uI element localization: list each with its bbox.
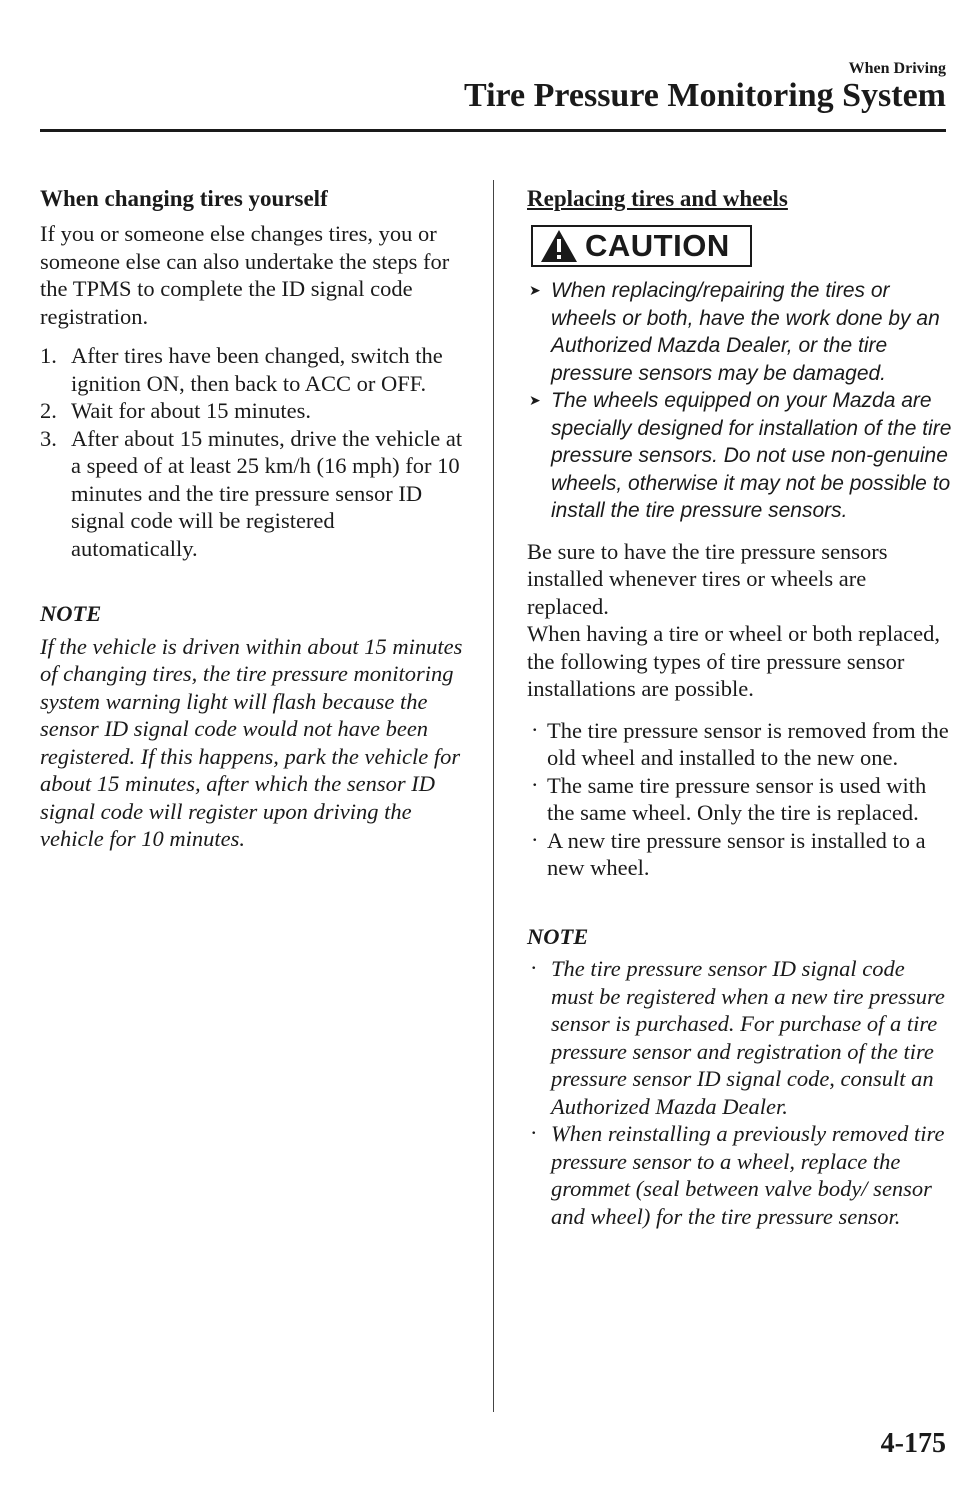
right-heading: Replacing tires and wheels [527, 186, 788, 211]
step-item [40, 397, 465, 425]
list-item-text: A new tire pressure sensor is installed to a new wheel. [547, 827, 926, 880]
caution-list [527, 277, 952, 525]
page-number: 4-175 [880, 1428, 946, 1459]
list-item [527, 772, 952, 827]
step-number: 1. [40, 343, 57, 368]
left-intro: If you or someone else changes tires, you or someone else can also undertake the steps for the TPMS to complete the ID signal code registration. [40, 221, 450, 329]
arrow-bullet-icon: ➤ [529, 392, 541, 408]
left-note-label: NOTE [40, 601, 102, 626]
right-column [527, 184, 952, 1230]
step-number: 3. [40, 425, 57, 451]
note-item-text: When reinstalling a previously removed tire pressure sensor to a wheel, replace the grommet (seal between valve body/ sensor and wheel) for the tire pressure sensor. [551, 1121, 945, 1229]
arrow-bullet-icon: ➤ [529, 282, 541, 298]
caution-item [527, 387, 952, 525]
page-title: Tire Pressure Monitoring System [464, 77, 946, 114]
caution-label: CAUTION [585, 228, 730, 264]
installation-types-list [527, 717, 952, 882]
caution-box [531, 225, 752, 267]
right-note-list [527, 955, 952, 1230]
list-item-text: The same tire pressure sensor is used with the same wheel. Only the tire is replaced. [547, 772, 927, 825]
right-paragraph-1: Be sure to have the tire pressure sensors installed whenever tires or wheels are replaced. [527, 538, 888, 619]
bullet-dot-icon: · [531, 771, 539, 797]
left-note-text: If the vehicle is driven within about 15 minutes of changing tires, the tire pressure monitoring system warning light will flash because the sensor ID signal code would not have been registered. If this happens, park the vehicle for about 15 minutes, after which the sensor ID signal code will register upon driving the vehicle for 10 minutes. [40, 633, 463, 851]
list-item [527, 827, 952, 882]
step-text: After tires have been changed, switch the ignition ON, then back to ACC or OFF. [71, 343, 443, 396]
column-divider [493, 180, 494, 1412]
note-item [527, 955, 952, 1120]
bullet-dot-icon: · [530, 955, 538, 980]
step-text: After about 15 minutes, drive the vehicle at a speed of at least 25 km/h (16 mph) for 10 minutes and the tire pressure sensor ID signal code will be registered automatically. [71, 425, 463, 561]
list-item-text: The tire pressure sensor is removed from the old wheel and installed to the new one. [547, 717, 949, 770]
warning-triangle-icon [539, 228, 579, 264]
note-item-text: The tire pressure sensor ID signal code must be registered when a new tire pressure sensor is purchased. For purchase of a tire pressure sensor and registration of the tire pressure sensor ID signal code, consult an Authorized Mazda Dealer. [551, 956, 945, 1119]
right-note-label: NOTE [527, 923, 589, 949]
list-item [527, 717, 952, 772]
header-rule [40, 129, 946, 132]
steps-list [40, 342, 465, 562]
bullet-dot-icon: · [531, 826, 539, 852]
step-text: Wait for about 15 minutes. [71, 398, 312, 423]
bullet-dot-icon: · [531, 716, 539, 742]
step-item [40, 342, 465, 397]
left-column [40, 184, 465, 853]
right-paragraph-2: When having a tire or wheel or both replaced, the following types of tire pressure sensor installations are possible. [527, 621, 940, 701]
step-item [40, 425, 465, 563]
left-heading: When changing tires yourself [40, 186, 328, 211]
step-number: 2. [40, 398, 57, 423]
caution-item-text: When replacing/repairing the tires or wheels or both, have the work done by an Authorized Mazda Dealer, or the tire pressure sensors may be damaged. [551, 279, 940, 385]
caution-item-text: The wheels equipped on your Mazda are specially designed for installation of the tire pressure sensors. Do not use non-genuine wheels, otherwise it may not be possible to install the tire pressure sensors. [551, 389, 952, 522]
section-label: When Driving [848, 60, 946, 77]
caution-item [527, 277, 952, 387]
note-item [527, 1120, 952, 1230]
bullet-dot-icon: · [530, 1120, 538, 1145]
